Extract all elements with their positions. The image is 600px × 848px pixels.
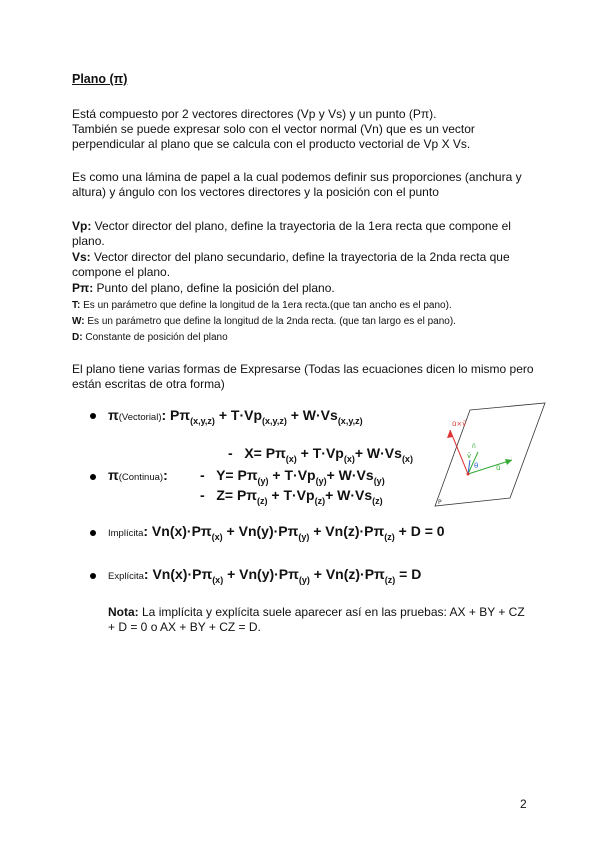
definition-t bbox=[72, 299, 542, 313]
intro-paragraph-3: Es como una lámina de papel a la cual podemos definir sus proporciones (anchura y altura) y ángulo con los vectores directores y la posición con el punto bbox=[72, 170, 522, 199]
page-title: Plano (π) bbox=[72, 72, 128, 86]
definition-text: Constante de posición del plano bbox=[82, 332, 228, 343]
note-label: Nota: bbox=[108, 605, 139, 619]
definition-text: Vector director del plano secundario, define la trayectoria de la 2nda recta que compone el plano. bbox=[72, 250, 510, 279]
definition-text: Es un parámetro que define la longitud de la 1era recta.(que tan ancho es el pano). bbox=[80, 300, 452, 311]
definition-vp bbox=[72, 219, 542, 249]
definition-term: Vs: bbox=[72, 250, 91, 264]
bullet-explicita bbox=[90, 573, 96, 579]
plane-diagram bbox=[430, 400, 550, 515]
formula-continua-y: - $Y= P\pi_{(y)} + T\cdot Vp_{(y)}+ W\cdot Vs_{(y)}$ bbox=[200, 467, 385, 486]
v-label: v̄ bbox=[467, 452, 472, 460]
intro-paragraph-2: También se puede expresar solo con el vector normal (Vn) que es un vector perpendicular al plano que se calcula con el producto vectorial de Vp X Vs. bbox=[72, 122, 475, 151]
formula-vectorial: π(Vectorial): $P\pi_{(x,y,z)} + T\cdot Vp_{(x,y,z)} + W\cdot Vs_{(x,y,z)}$ bbox=[108, 407, 363, 426]
definition-term: Vp: bbox=[72, 219, 92, 233]
formula-continua-z: - $Z= P\pi_{(z)} + T\cdot Vp_{(z)}+ W\cdot Vs_{(z)}$ bbox=[200, 487, 383, 506]
formula-label: Implícita bbox=[108, 528, 144, 539]
definition-term: W: bbox=[72, 316, 85, 327]
note-text: La implícita y explícita suele aparecer así en las pruebas: AX + BY + CZ + D = 0 o AX + BY + CZ = D. bbox=[108, 605, 525, 634]
definition-term: D: bbox=[72, 332, 83, 343]
u-arrowhead bbox=[505, 459, 512, 465]
formula-label: (Vectorial) bbox=[118, 412, 162, 423]
cross-product-label: ū×v̄ bbox=[452, 420, 467, 428]
bullet-continua bbox=[90, 474, 96, 480]
definition-text: Punto del plano, define la posición del plano. bbox=[93, 281, 335, 295]
definition-vs bbox=[72, 250, 542, 280]
bullet-vectorial bbox=[90, 413, 96, 419]
definition-d bbox=[72, 331, 542, 345]
formula-continua-label: π(Continua): bbox=[108, 467, 168, 483]
definition-text: Vector director del plano, define la trayectoria de la 1era recta que compone el plano. bbox=[72, 219, 511, 248]
page-number: 2 bbox=[520, 797, 527, 811]
formula-continua-x: - $X= P\pi_{(x)} + T\cdot Vp_{(x)}+ W\cdot Vs_{(x)}$ bbox=[228, 445, 413, 464]
bullet-implicita bbox=[90, 530, 96, 536]
definition-w bbox=[72, 315, 542, 329]
intro-paragraph-1: Está compuesto por 2 vectores directores (Vp y Vs) y un punto (Pπ). bbox=[72, 107, 437, 121]
formula-label: Explícita bbox=[108, 571, 144, 582]
definition-text: Es un parámetro que define la longitud de la 2nda recta. (que tan largo es el pano). bbox=[84, 316, 456, 327]
n-label: n̄ bbox=[472, 443, 476, 450]
origin-point bbox=[467, 473, 470, 476]
formula-explicita: Explícita: $Vn(x)\cdot P\pi_{(x)} + Vn(y)\cdot P\pi_{(y)} + Vn(z)\cdot P\pi_{(z)} = D$ bbox=[108, 566, 422, 585]
formula-implicita: Implícita: $Vn(x)\cdot P\pi_{(x)} + Vn(y)\cdot P\pi_{(y)} + Vn(z)\cdot P\pi_{(z)} + D = 0$ bbox=[108, 523, 445, 542]
definition-term: T: bbox=[72, 300, 81, 311]
theta-label: θ bbox=[474, 462, 479, 470]
plane-outline bbox=[435, 403, 545, 506]
definition-term: Pπ: bbox=[72, 281, 94, 295]
forms-intro: El plano tiene varias formas de Expresarse (Todas las ecuaciones dicen lo mismo pero están escritas de otra forma) bbox=[72, 362, 534, 391]
p-label: P bbox=[438, 499, 442, 506]
note bbox=[108, 605, 528, 635]
u-label: ū bbox=[496, 464, 501, 472]
definition-ppi bbox=[72, 281, 542, 296]
formula-label: (Continua) bbox=[118, 472, 164, 483]
